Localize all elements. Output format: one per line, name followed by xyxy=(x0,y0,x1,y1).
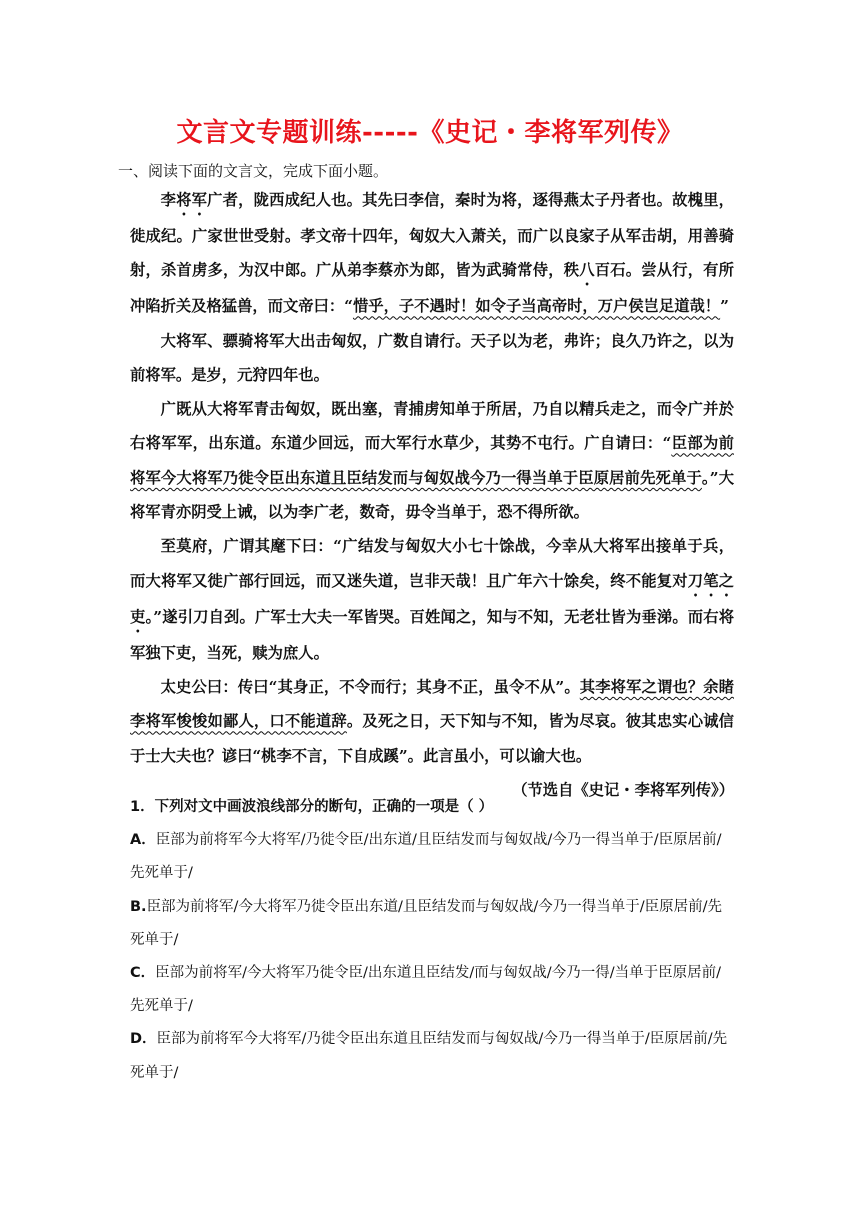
option-c[interactable] xyxy=(130,957,734,1023)
option-text: 臣部为前将军今大将军/乃徙令臣出东道且臣结发而与匈奴战/今乃一得当单于/臣原居前/先死单于/ xyxy=(130,1031,728,1081)
option-text: 臣部为前将军/今大将军乃徙令臣/出东道且臣结发/而与匈奴战/今乃一得/当单于臣原居前/先死单于/ xyxy=(130,965,721,1015)
section-intro: 一、阅读下面的文言文，完成下面小题。 xyxy=(118,162,389,180)
option-letter: C． xyxy=(130,965,156,982)
underlined-sentence: 其李将军之谓也？余睹李将军悛悛如鄙人，口不能道辞 xyxy=(130,677,734,731)
emphasis-dotted-text: 将军 xyxy=(176,191,208,209)
passage-paragraph-2: 大将军、骠骑将军大出击匈奴，广数自请行。天子以为老，弗许；良久乃许之，以为前将军。是岁，元狩四年也。 xyxy=(130,331,734,384)
classical-passage xyxy=(130,183,734,807)
option-letter: B. xyxy=(130,898,147,915)
page-title: 文言文专题训练-----《史记・李将军列传》 xyxy=(176,118,684,148)
option-text: 臣部为前将军/今大将军乃徙令臣出东道/且臣结发而与匈奴战/今乃一得当单于/臣原居前/先死单于/ xyxy=(130,898,722,948)
passage-paragraph-5: 太史公曰：传曰“其身正，不令而行；其身不正，虽令不从”。其李将军之谓也？余睹李将军悛悛如鄙人，口不能道辞。及死之日，天下知与不知，皆为尽哀。彼其忠实心诚信于士大夫也？谚曰“桃李不言，下自成蹊”。此言虽小，可以谕大也。 xyxy=(130,677,734,765)
option-d[interactable] xyxy=(130,1023,734,1089)
passage-paragraph-4: 至莫府，广谓其麾下曰：“广结发与匈奴大小七十馀战，今幸从大将军出接单于兵，而大将军又徙广部行回远，而又迷失道，岂非天哉！且广年六十馀矣，终不能复对刀笔之吏。”遂引刀自刭。广军士大夫一军皆哭。百姓闻之，知与不知，无老壮皆为垂涕。而右将军独下吏，当死，赎为庶人。 xyxy=(130,537,734,662)
option-a[interactable] xyxy=(130,824,734,890)
underlined-sentence: 惜乎，子不遇时！如令子当高帝时，万户侯岂足道哉！ xyxy=(352,297,721,316)
emphasis-dotted-text: 刀笔之吏 xyxy=(130,571,734,626)
option-letter: D． xyxy=(130,1031,157,1048)
emphasis-dotted-text: 八 xyxy=(579,261,595,280)
passage-paragraph-3: 广既从大将军青击匈奴，既出塞，青捕虏知单于所居，乃自以精兵走之，而令广并於右将军军，出东道。东道少回远，而大军行水草少，其势不屯行。广自请曰：“臣部为前将军今大将军乃徙令臣出东道且臣结发而与匈奴战今乃一得当单于臣原居前先死单于。”大将军青亦阴受上诫，以为李广老，数奇，毋令当单于，恐不得所欲。 xyxy=(130,400,734,522)
wavy-underlined-sentence: 臣部为前将军今大将军乃徙令臣出东道且臣结发而与匈奴战今乃一得当单于臣原居前先死单于 xyxy=(130,434,734,487)
passage-source: （节选自《史记・李将军列传》） xyxy=(512,780,734,799)
option-b[interactable] xyxy=(130,891,734,957)
passage-paragraph-1: 李将军广者，陇西成纪人也。其先曰李信，秦时为将，逐得燕太子丹者也。故槐里，徙成纪。广家世世受射。孝文帝十四年，匈奴大入萧关，而广以良家子从军击胡，用善骑射，杀首虏多，为汉中郎。广从弟李蔡亦为郎，皆为武骑常侍，秩八百石。尝从行，有所冲陷折关及格猛兽，而文帝曰：“惜乎，子不遇时！如令子当高帝时，万户侯岂足道哉！” xyxy=(130,191,734,316)
option-text: 臣部为前将军今大将军/乃徙令臣/出东道/且臣结发而与匈奴战/今乃一得当单于/臣原居前/先死单于/ xyxy=(130,832,722,882)
option-letter: A． xyxy=(130,832,156,849)
question-stem: 1．下列对文中画波浪线部分的断句，正确的一项是（ ） xyxy=(130,799,494,815)
question-block xyxy=(130,791,734,1090)
